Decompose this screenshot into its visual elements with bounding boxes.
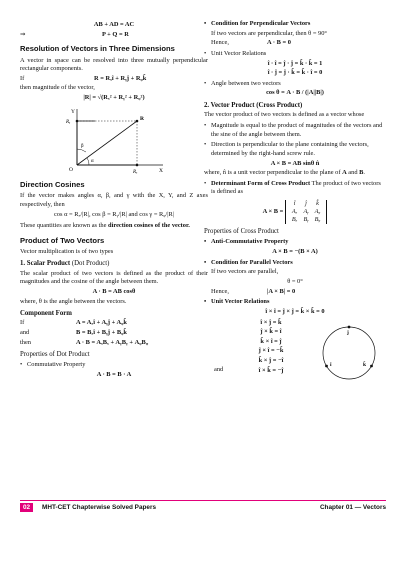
equation-pqr: P + Q = R [102, 30, 129, 38]
equation-cross-ik: î × k̂ = −ĵ [258, 366, 284, 374]
equation-magnitude: |R| = √(Rₓ² + Rᵧ² + Rᵩ²) [83, 94, 145, 102]
text-scalar-definition: The scalar product of two vectors is defined as the product of their magnitudes and the cosine of the angle between them. [20, 269, 208, 286]
equation-row-r [20, 75, 208, 84]
equation-a-components: A = Aₓî + Aᵧĵ + Aᵩk̂ [76, 319, 127, 327]
heading-component-form: Component Form [20, 310, 72, 318]
footer-rule [20, 500, 386, 501]
bullet-parallel: • Condition for Parallel Vectors [204, 259, 386, 268]
heading-scalar-dot: (Dot Product) [70, 260, 110, 268]
label-alpha: α [91, 158, 94, 164]
heading-dot-properties: Properties of Dot Product [20, 351, 90, 359]
text-where-end: . [363, 169, 365, 177]
text-parallel: If two vectors are parallel, [211, 268, 279, 276]
equation-row-b [20, 329, 208, 338]
equation-row-ab [20, 339, 208, 348]
r-point [136, 119, 139, 122]
det-cell: Aₓ [291, 208, 298, 216]
equation-cosines: cos α = Rₓ/|R|, cos β = Rᵧ/|R| and cos γ = Rᵩ/|R| [53, 211, 175, 219]
node-k [370, 364, 373, 367]
label-and: and [214, 365, 224, 373]
label-x: X [159, 167, 163, 174]
label-cf-and: and [20, 328, 30, 336]
vector-r-line [77, 121, 137, 165]
heading-product: Product of Two Vectors [20, 235, 105, 245]
equation-angle: cos θ = A · B / (|A||B|) [266, 89, 324, 97]
rx-point [136, 163, 139, 166]
equation-vector-sum: AB + AD = AC [93, 21, 135, 28]
bullet-unit-cross: • Unit Vector Relations [204, 298, 386, 307]
bullet-direction: • Direction is perpendicular to the plane containing the vectors, determined by the right-hand screw rule. [204, 141, 386, 158]
bullet-determinant [204, 180, 386, 197]
label-node-j: ĵ [347, 329, 349, 336]
determinant-matrix [285, 200, 327, 224]
equation-cross-zero: î × î = ĵ × ĵ = k̂ × k̂ = 0 [265, 307, 325, 315]
text-cosines-term: direction cosines of the vector. [108, 221, 190, 229]
equation-row-pqr [20, 31, 208, 40]
equation-commutative: A · B = B · A [96, 371, 132, 379]
heading-vector-title: 2. Vector Product [204, 102, 255, 110]
bullet-determinant-text: The product of two vectors is defined as [211, 179, 381, 196]
equation-cross-ji: ĵ × î = −k̂ [258, 347, 284, 355]
det-cell: Aᵧ [303, 208, 309, 216]
bullet-perpendicular: • Condition for Perpendicular Vectors [204, 20, 386, 29]
text-cosines-prefix: These quantities are known as the [20, 221, 109, 229]
page-number: 02 [20, 503, 33, 512]
heading-vector-product [204, 101, 386, 110]
equation-cross-kj: k̂ × ĵ = −î [258, 356, 284, 364]
det-cell: ĵ [305, 200, 307, 208]
text-where-b: B [359, 169, 364, 177]
node-j [348, 325, 351, 328]
equation-theta-zero: θ = 0° [287, 277, 303, 285]
text-where-a: A [342, 169, 347, 177]
implies-symbol: ⇒ [20, 30, 26, 38]
label-y: Y [71, 108, 75, 115]
heading-direction-cosines: Direction Cosines [20, 179, 85, 189]
page-footer [20, 500, 386, 512]
determinant-lhs: A × B = [262, 207, 284, 215]
equation-r-components: R = Rₓî + Rᵧĵ + Rᵩk̂ [94, 74, 147, 82]
cyclic-order-diagram [316, 320, 382, 386]
equation-perpendicular: A · B = 0 [267, 39, 291, 47]
label-node-k: k̂ [363, 361, 367, 368]
equation-parallel: |A × B| = 0 [267, 287, 296, 295]
equation-b-components: B = Bₓî + Bᵧĵ + Bᵩk̂ [76, 328, 127, 336]
bullet-unit-dot: • Unit Vector Relations [204, 50, 386, 59]
text-perpendicular: If two vectors are perpendicular, then θ = 90° [211, 29, 327, 37]
footer-chapter: Chapter 01 — Vectors [319, 504, 386, 511]
heading-resolution: Resolution of Vectors in Three Dimensions [20, 44, 175, 54]
equation-unit-dot-1: î · î = ĵ · ĵ = k̂ · k̂ = 1 [267, 59, 323, 67]
bullet-anti-commutative: • Anti-Commutative Property [204, 238, 386, 247]
cross-relations-list [226, 318, 316, 376]
equation-row-perp [204, 39, 386, 48]
label-origin: O [69, 166, 73, 173]
text-unit-normal [204, 169, 386, 178]
label-r: R [140, 115, 144, 122]
cyclic-circle [323, 327, 375, 379]
equation-cross-product: A × B = AB sinθ n̂ [270, 159, 320, 167]
text-where-and: and [346, 169, 360, 177]
equation-cross-ki: k̂ × î = ĵ [260, 337, 282, 345]
beta-arc [77, 149, 86, 152]
equation-cross-jk: ĵ × k̂ = î [260, 328, 282, 336]
text-direction-cosines-2 [20, 222, 208, 231]
bullet-commutative: • Commutative Property [20, 361, 208, 370]
label-node-i: î [330, 361, 332, 368]
equation-dot-product: A · B = AB cosθ [92, 287, 136, 295]
equation-ab-components: A · B = AₓBₓ + AᵧBᵧ + AᵩBᵩ [76, 338, 149, 346]
text-where-prefix: where, n̂ is a unit vector perpendicular to the plane of [204, 169, 343, 177]
heading-vector-cross: (Cross Product) [254, 102, 303, 110]
label-ry: Rᵧ [66, 119, 71, 125]
text-magnitude: then magnitude of the vector, [20, 84, 95, 92]
text-vector-definition: The vector product of two vectors is defined as a vector whose [204, 111, 365, 119]
cross-relations-block [204, 318, 386, 398]
alpha-arc [87, 158, 89, 165]
bullet-magnitude: • Magnitude is equal to the product of magnitudes of the vectors and the sine of the angle between them. [204, 122, 386, 139]
bullet-angle: • Angle between two vectors [204, 80, 386, 89]
footer-book-title: MHT-CET Chapterwise Solved Papers [42, 504, 156, 511]
det-cell: k̂ [316, 200, 319, 208]
label-cf-if: If [20, 319, 25, 327]
left-column [20, 20, 208, 381]
text-resolution: A vector in space can be resolved into three mutually perpendicular rectangular components. [20, 56, 208, 73]
label-hence-2: Hence, [211, 287, 229, 295]
det-cell: Bₓ [291, 216, 298, 224]
label-beta: β [81, 143, 84, 149]
resolution-diagram [59, 105, 169, 175]
det-cell: î [293, 200, 296, 208]
label-hence: Hence, [211, 39, 229, 47]
equation-row-parallel [204, 288, 386, 297]
heading-scalar-product [20, 259, 208, 268]
label-if: If [20, 74, 25, 82]
node-i [325, 364, 328, 367]
det-cell: Bᵩ [314, 216, 321, 224]
det-cell: Bᵧ [303, 216, 309, 224]
equation-anti-commutative: A × B = −(B × A) [272, 248, 318, 256]
label-cf-then: then [20, 338, 32, 346]
bullet-determinant-title: Determinant Form of Cross Product [211, 179, 311, 187]
heading-scalar-title: 1. Scalar Product [20, 260, 71, 268]
label-rx: Rₓ [133, 169, 138, 175]
text-direction-cosines: If the vector makes angles α, β, and γ with the X, Y, and Z axes respectively, then [20, 191, 208, 208]
det-cell: Aᵩ [314, 208, 321, 216]
heading-cross-properties: Properties of Cross Product [204, 228, 279, 236]
equation-row-a [20, 319, 208, 328]
equation-unit-dot-2: î · ĵ = ĵ · k̂ = k̂ · î = 0 [267, 69, 323, 77]
text-product-types: Vector multiplication is of two types [20, 247, 114, 255]
ry-point [76, 119, 79, 122]
text-theta-angle: where, θ is the angle between the vectors. [20, 297, 127, 305]
determinant-block [204, 200, 386, 224]
equation-cross-ij: î × ĵ = k̂ [260, 318, 282, 326]
right-column [204, 20, 386, 398]
